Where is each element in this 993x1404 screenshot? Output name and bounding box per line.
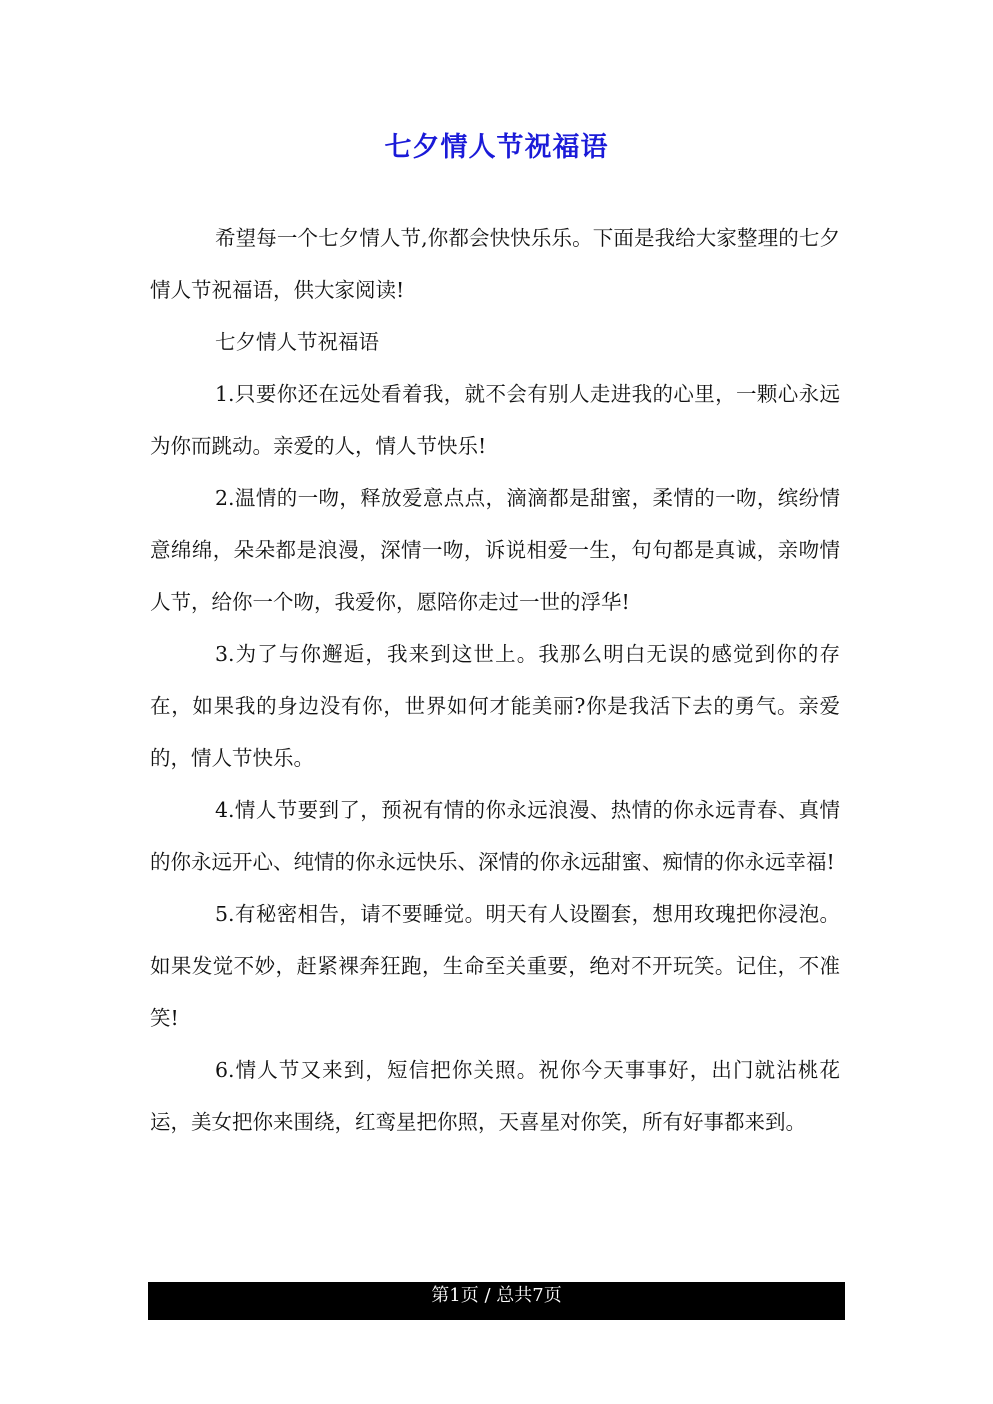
- section-heading: 七夕情人节祝福语: [215, 330, 379, 354]
- blessing-item-5: 5.有秘密相告，请不要睡觉。明天有人设圈套，想用玫瑰把你浸泡。如果发觉不妙，赶紧裸奔狂跑，生命至关重要，绝对不开玩笑。记住，不准笑!: [150, 902, 840, 1030]
- blessing-item-1: 1.只要你还在远处看着我，就不会有别人走进我的心里，一颗心永远为你而跳动。亲爱的人，情人节快乐!: [150, 382, 840, 458]
- page-number-label: 第1页 / 总共7页: [431, 1285, 562, 1306]
- intro-paragraph: 希望每一个七夕情人节,你都会快快乐乐。下面是我给大家整理的七夕情人节祝福语，供大家阅读!: [150, 226, 840, 302]
- document-title: 七夕情人节祝福语: [384, 132, 609, 163]
- blessing-item-2: 2.温情的一吻，释放爱意点点，滴滴都是甜蜜，柔情的一吻，缤纷情意绵绵，朵朵都是浪漫，深情一吻，诉说相爱一生，句句都是真诚，亲吻情人节，给你一个吻，我爱你，愿陪你走过一世的浮华!: [150, 486, 840, 614]
- blessing-item-6: 6.情人节又来到，短信把你关照。祝你今天事事好，出门就沾桃花运，美女把你来围绕，红鸾星把你照，天喜星对你笑，所有好事都来到。: [150, 1058, 840, 1134]
- blessing-item-4: 4.情人节要到了，预祝有情的你永远浪漫、热情的你永远青春、真情的你永远开心、纯情的你永远快乐、深情的你永远甜蜜、痴情的你永远幸福!: [150, 798, 840, 874]
- page-footer: [148, 1282, 845, 1320]
- document-body: [150, 212, 840, 1148]
- blessing-item-3: 3.为了与你邂逅，我来到这世上。我那么明白无误的感觉到你的存在，如果我的身边没有你，世界如何才能美丽?你是我活下去的勇气。亲爱的，情人节快乐。: [150, 642, 840, 770]
